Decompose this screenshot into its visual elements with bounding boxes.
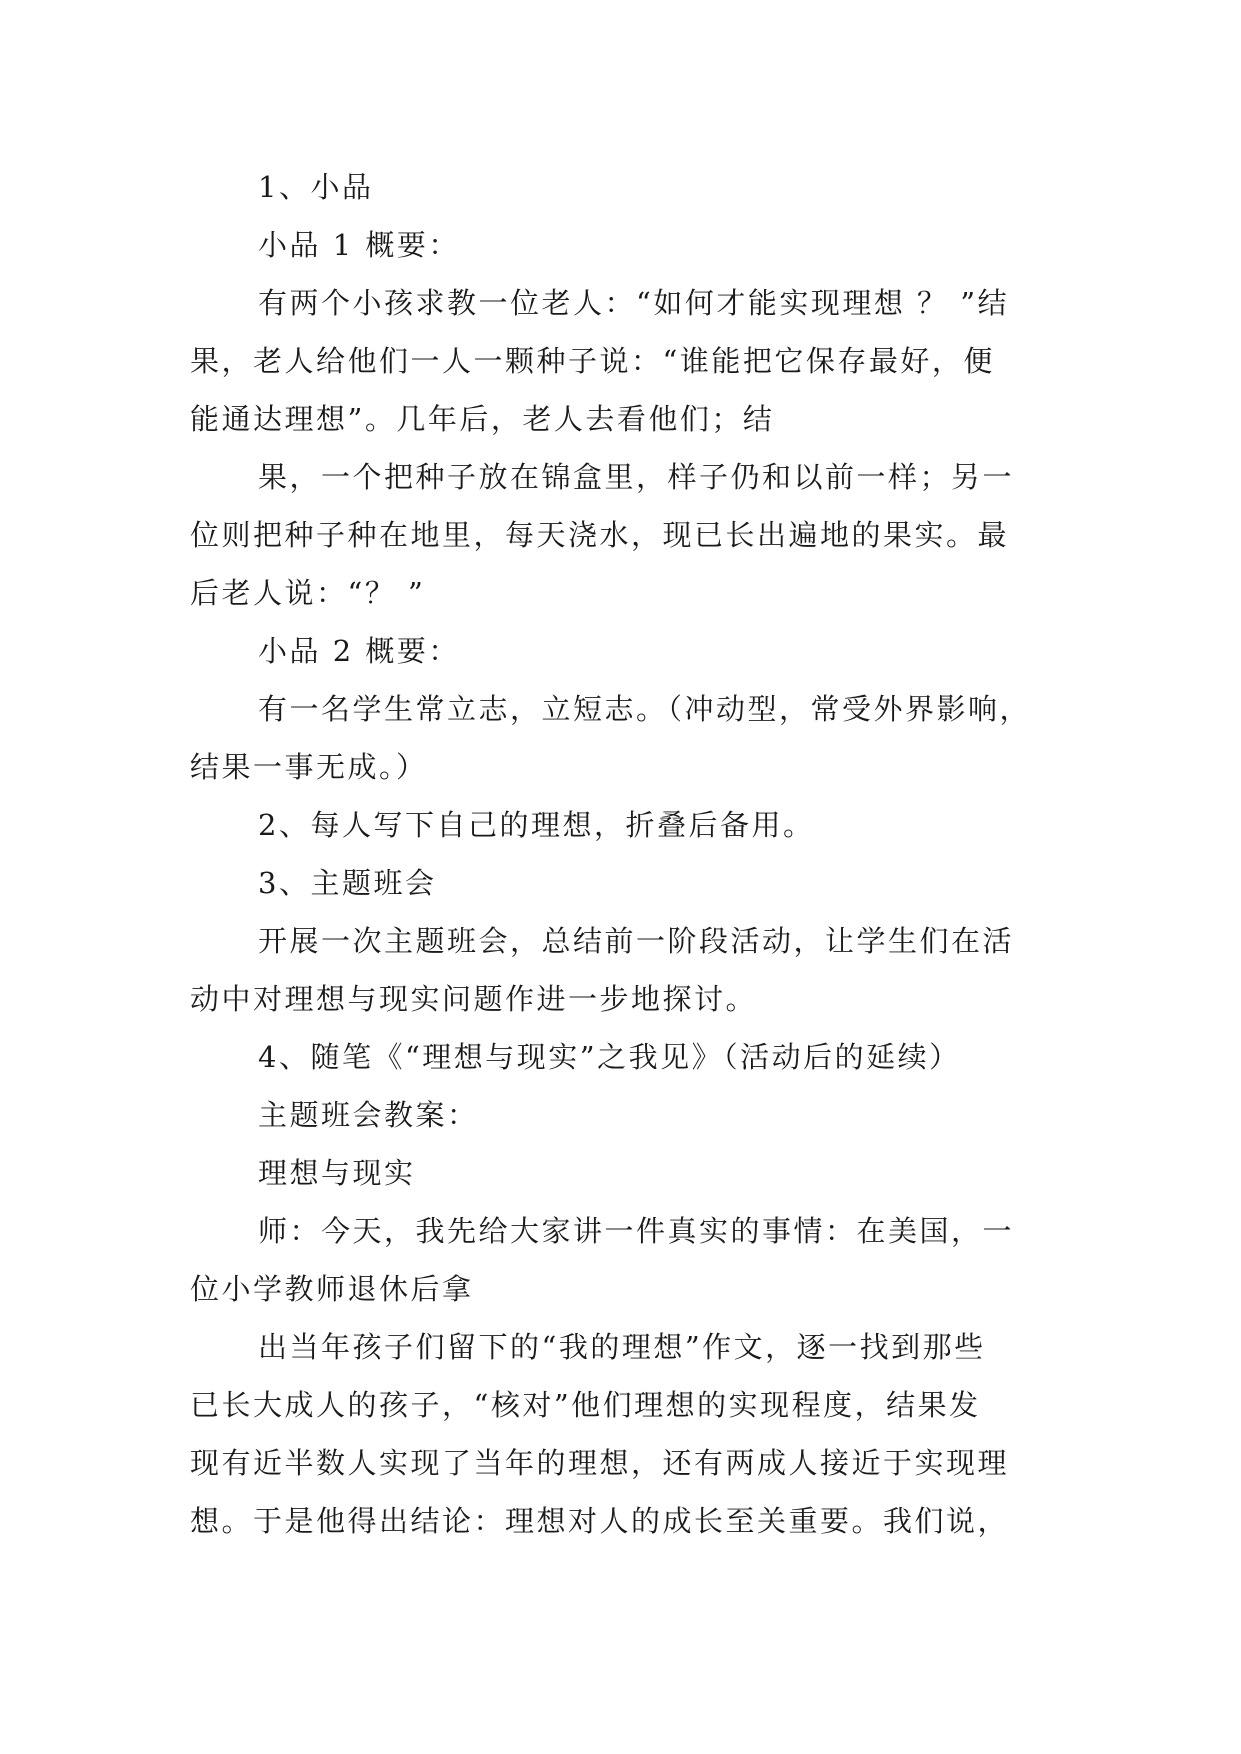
text-line: 果，一个把种子放在锦盒里，样子仍和以前一样；另一 xyxy=(258,460,1015,494)
text-line: 师：今天，我先给大家讲一件真实的事情：在美国，一 xyxy=(258,1214,1015,1248)
text-line: 开展一次主题班会，总结前一阶段活动，让学生们在活 xyxy=(258,924,1015,958)
text-line: 已长大成人的孩子，“核对”他们理想的实现程度，结果发 xyxy=(190,1388,981,1422)
text-line: 小品 2 概要： xyxy=(258,634,460,668)
text-line: 想。于是他得出结论：理想对人的成长至关重要。我们说， xyxy=(190,1504,1010,1538)
text-line: 结果一事无成。） xyxy=(190,750,428,784)
text-line: 4、随笔《“理想与现实”之我见》（活动后的延续） xyxy=(258,1040,961,1074)
text-line: 有一名学生常立志，立短志。（冲动型，常受外界影响， xyxy=(258,692,1032,726)
text-line: 小品 1 概要： xyxy=(258,228,460,262)
text-line: 有两个小孩求教一位老人：“如何才能实现理想 ？ ”结 xyxy=(258,286,1010,320)
text-line: 现有近半数人实现了当年的理想，还有两成人接近于实现理 xyxy=(190,1446,1010,1480)
document-body xyxy=(190,158,1070,1550)
text-line: 果，老人给他们一人一颗种子说：“谁能把它保存最好，便 xyxy=(190,344,995,378)
text-line: 位小学教师退休后拿 xyxy=(190,1272,474,1306)
text-line: 位则把种子种在地里，每天浇水，现已长出遍地的果实。最 xyxy=(190,518,1010,552)
text-line: 3、主题班会 xyxy=(258,866,437,900)
text-line: 2、每人写下自己的理想，折叠后备用。 xyxy=(258,808,815,842)
text-line: 能通达理想”。几年后，老人去看他们；结 xyxy=(190,402,775,436)
text-line: 1、小品 xyxy=(258,170,374,204)
text-line: 理想与现实 xyxy=(258,1156,416,1190)
text-line: 后老人说：“？ ” xyxy=(190,576,426,610)
text-line: 动中对理想与现实问题作进一步地探讨。 xyxy=(190,982,758,1016)
text-line: 出当年孩子们留下的“我的理想”作文，逐一找到那些 xyxy=(258,1330,986,1364)
text-line: 主题班会教案： xyxy=(258,1098,479,1132)
